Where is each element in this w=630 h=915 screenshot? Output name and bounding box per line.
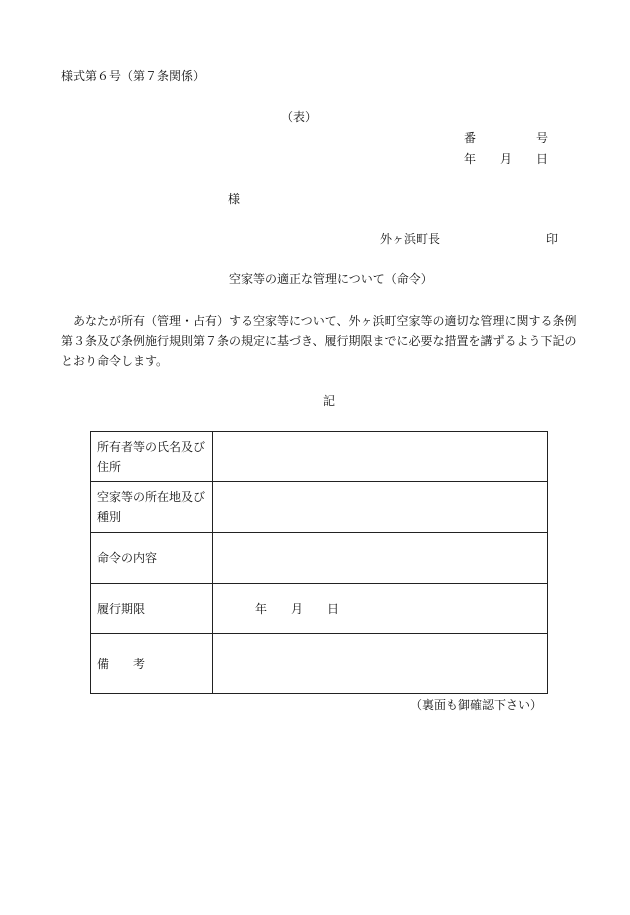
side-label: （表） <box>281 110 318 124</box>
deadline-year: 年 <box>255 601 268 616</box>
form-number: 様式第６号（第７条関係） <box>61 69 206 83</box>
row-label-deadline: 履行期限 <box>91 584 213 634</box>
seal-label: 印 <box>546 232 559 246</box>
document-number-suffix: 号 <box>536 131 549 145</box>
ki-heading: 記 <box>323 394 336 408</box>
row-value-owner <box>213 432 548 482</box>
back-side-note: （裏面も御確認下さい） <box>410 698 543 712</box>
row-value-deadline <box>213 584 548 634</box>
row-label-owner: 所有者等の氏名及び住所 <box>91 432 213 482</box>
row-label-order-content: 命令の内容 <box>91 533 213 584</box>
document-title: 空家等の適正な管理について（命令） <box>229 272 433 286</box>
body-text: あなたが所有（管理・占有）する空家等について、外ヶ浜町空家等の適切な管理に関する条例第３条及び条例施行規則第７条の規定に基づき、履行期限までに必要な措置を講ずるよう下記のとおり命令します。 <box>61 314 577 368</box>
table-row <box>91 533 548 584</box>
table-row <box>91 482 548 533</box>
deadline-month: 月 <box>291 601 304 616</box>
issue-date-year: 年 <box>464 152 477 166</box>
deadline-day: 日 <box>327 601 340 616</box>
issuer-name: 外ヶ浜町長 <box>380 232 441 246</box>
table-row <box>91 432 548 482</box>
document-number-label: 番 <box>464 131 477 145</box>
table-row <box>91 584 548 634</box>
issue-date-day: 日 <box>536 152 549 166</box>
issue-date-month: 月 <box>500 152 513 166</box>
row-value-location <box>213 482 548 533</box>
table-row <box>91 634 548 694</box>
row-value-remarks <box>213 634 548 694</box>
row-label-location: 空家等の所在地及び種別 <box>91 482 213 533</box>
detail-table <box>90 431 548 694</box>
row-label-remarks: 備考 <box>91 634 213 694</box>
addressee-honorific: 様 <box>228 192 241 206</box>
row-value-order-content <box>213 533 548 584</box>
